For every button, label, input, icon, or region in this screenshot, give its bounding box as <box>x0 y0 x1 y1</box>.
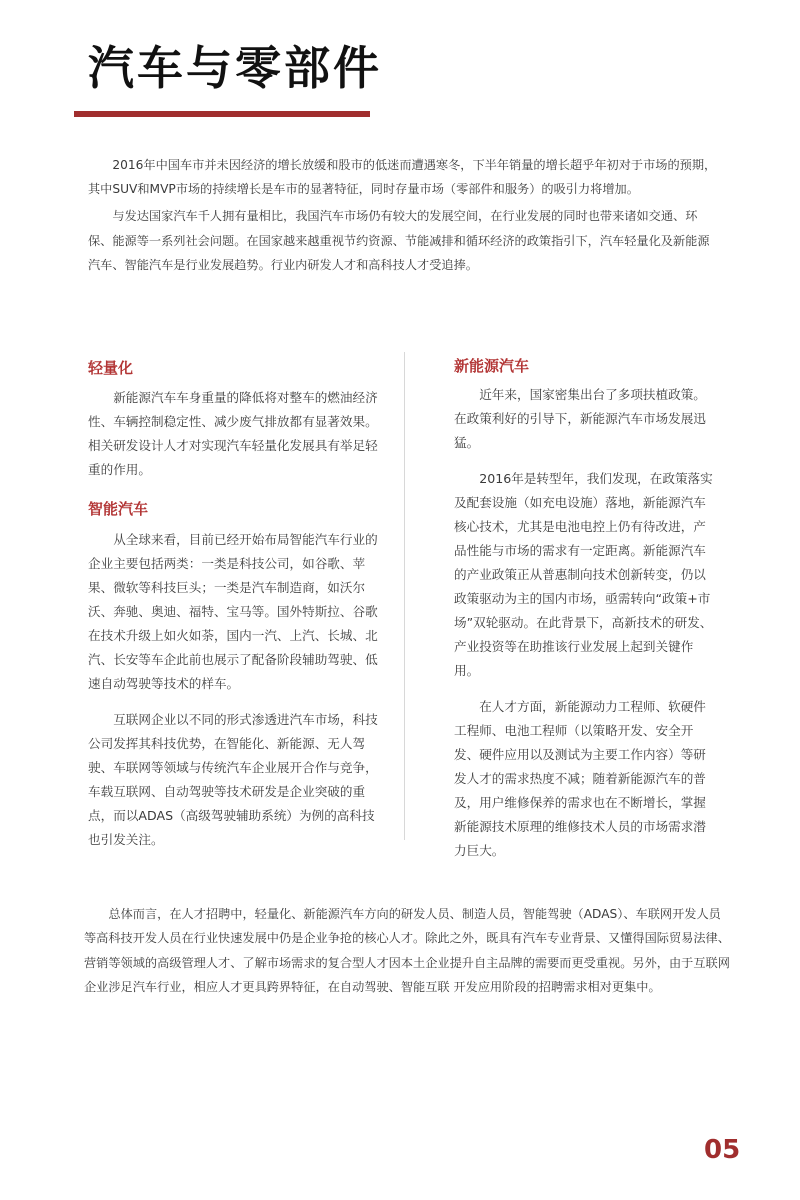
lightweight-heading: 轻量化 <box>88 359 134 377</box>
nev-heading: 新能源汽车 <box>454 357 530 375</box>
summary-paragraph: 总体而言，在人才招聘中，轻量化、新能源汽车方向的研发人员、制造人员，智能驾驶（ADAS）、车联网开发人员等高科技开发人员在行业快速发展中仍是企业争抢的核心人才。除此之外，既具有汽车专业背景、又懂得国际贸易法律、营销等领域的高级管理人才、了解市场需求的复合型人才因本土企业提升自主品牌的需要而更受重视。另外，由于互联网企业涉足汽车行业，相应人才更具跨界特征，在自动驾驶、智能互联 开发应用阶段的招聘需求相对更集中。 <box>84 907 730 995</box>
intro-paragraph-2: 与发达国家汽车千人拥有量相比，我国汽车市场仍有较大的发展空间，在行业发展的同时也带来诸如交通、环保、能源等一系列社会问题。在国家越来越重视节约资源、节能减排和循环经济的政策指引下，汽车轻量化及新能源汽车、智能汽车是行业发展趋势。行业内研发人才和高科技人才受追捧。 <box>88 209 710 272</box>
smart-car-heading: 智能汽车 <box>88 500 149 518</box>
column-divider <box>404 352 405 840</box>
nev-section <box>454 383 716 863</box>
page-title: 汽车与零部件 <box>88 41 382 95</box>
summary-section <box>84 902 730 1000</box>
lightweight-paragraph: 新能源汽车车身重量的降低将对整车的燃油经济性、车辆控制稳定性、减少废气排放都有显著效果。相关研发设计人才对实现汽车轻量化发展具有举足轻重的作用。 <box>88 390 378 477</box>
smart-car-paragraph-1: 从全球来看，目前已经开始布局智能汽车行业的企业主要包括两类：一类是科技公司，如谷歌、苹果、微软等科技巨头；一类是汽车制造商，如沃尔沃、奔驰、奥迪、福特、宝马等。国外特斯拉、谷歌在技术升级上如火如荼，国内一汽、上汽、长城、北汽、长安等车企此前也展示了配备阶段辅助驾驶、低速自动驾驶等技术的样车。 <box>88 532 378 691</box>
nev-paragraph-2: 2016年是转型年，我们发现，在政策落实及配套设施（如充电设施）落地，新能源汽车核心技术，尤其是电池电控上仍有待改进，产品性能与市场的需求有一定距离。新能源汽车的产业政策正从普惠制向技术创新转变，仍以政策驱动为主的国内市场，亟需转向“政策+市场”双轮驱动。在此背景下，高新技术的研发、产业投资等在助推该行业发展上起到关键作用。 <box>454 471 713 678</box>
nev-paragraph-3: 在人才方面，新能源动力工程师、软硬件工程师、电池工程师（以策略开发、安全开发、硬件应用以及测试为主要工作内容）等研发人才的需求热度不减；随着新能源汽车的普及，用户维修保养的需求也在不断增长，掌握新能源技术原理的维修技术人员的市场需求潜力巨大。 <box>454 699 706 858</box>
intro-section <box>88 153 718 277</box>
title-underline <box>74 111 370 117</box>
smart-car-paragraph-2: 互联网企业以不同的形式渗透进汽车市场，科技公司发挥其科技优势，在智能化、新能源、无人驾驶、车联网等领域与传统汽车企业展开合作与竞争，车载互联网、自动驾驶等技术研发是企业突破的重点，而以ADAS（高级驾驶辅助系统）为例的高科技也引发关注。 <box>88 712 378 847</box>
page-number: 05 <box>704 1135 741 1165</box>
intro-paragraph-1: 2016年中国车市并未因经济的增长放缓和股市的低迷而遭遇寒冬，下半年销量的增长超乎年初对于市场的预期，其中SUV和MVP市场的持续增长是车市的显著特征，同时存量市场（零部件和服务）的吸引力将增加。 <box>88 158 717 197</box>
lightweight-section <box>88 386 384 482</box>
smart-car-section <box>88 528 384 852</box>
nev-paragraph-1: 近年来，国家密集出台了多项扶植政策。在政策利好的引导下，新能源汽车市场发展迅猛。 <box>454 387 706 450</box>
